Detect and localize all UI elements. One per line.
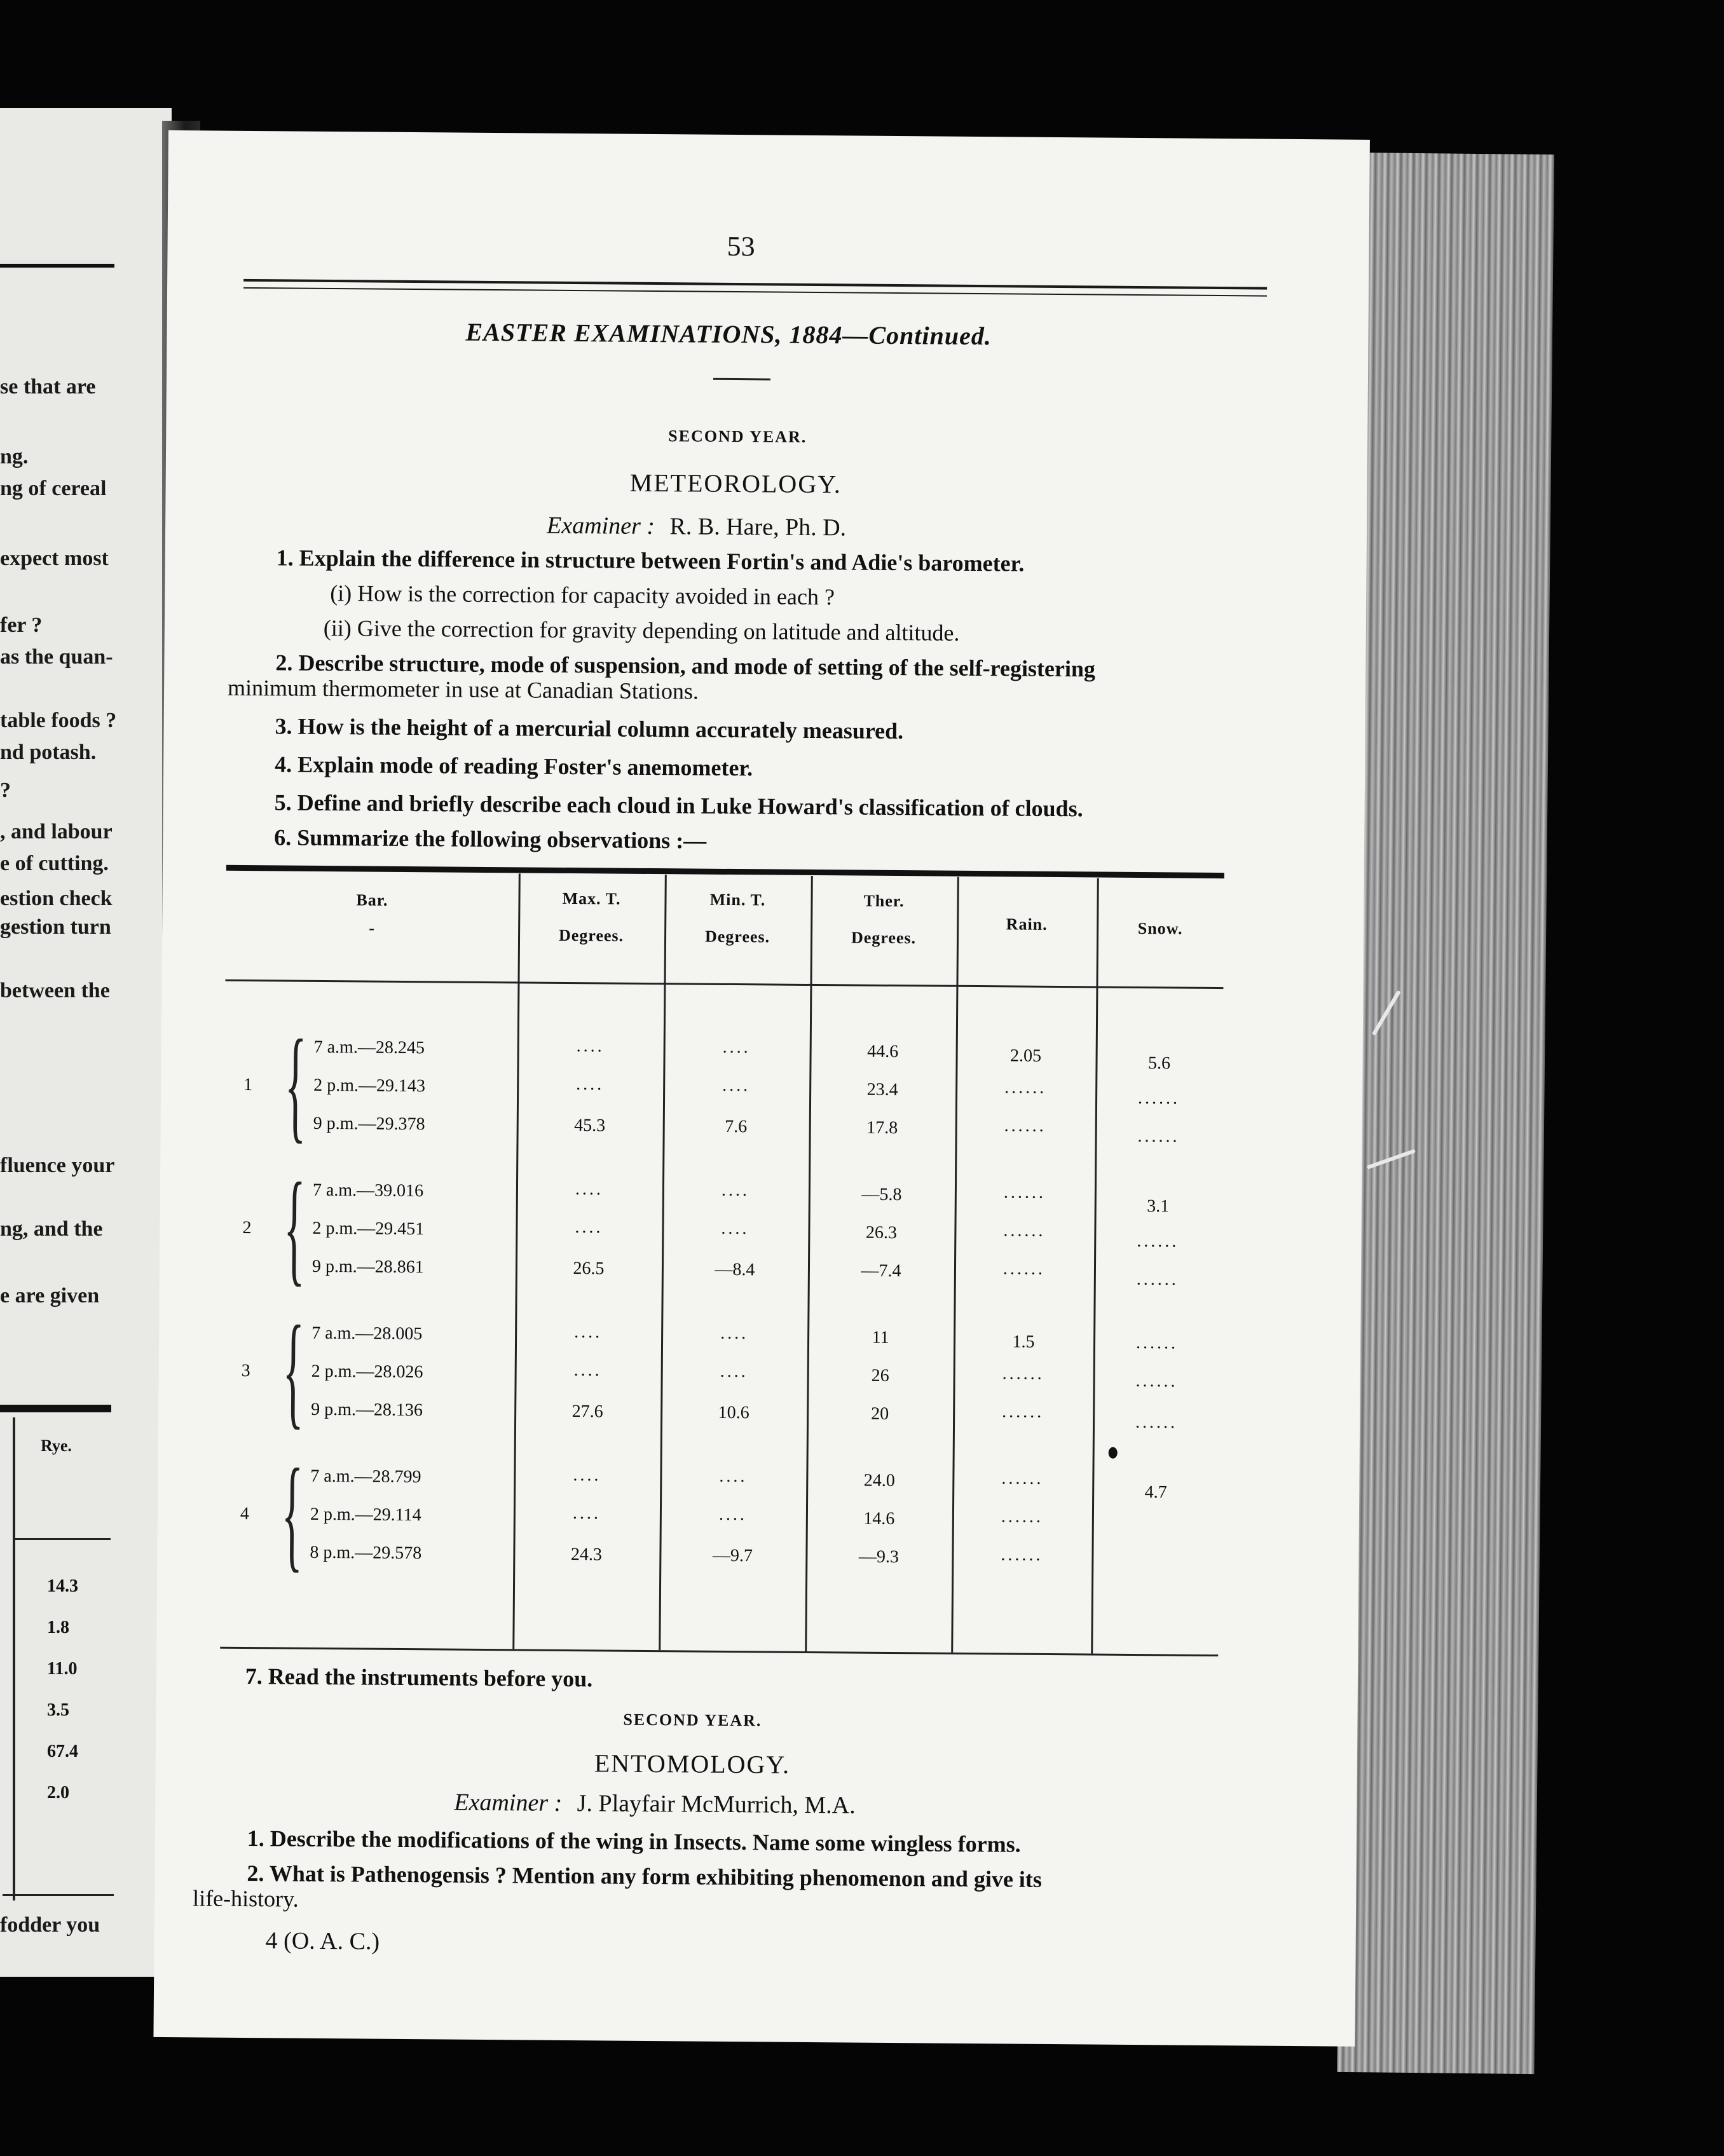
left-table-value: 14.3 xyxy=(47,1576,78,1596)
ther-cell: 11 xyxy=(872,1327,889,1348)
left-table-header: Rye. xyxy=(41,1436,72,1455)
snow-cell: 3.1 xyxy=(1147,1196,1170,1217)
ther-cell: 44.6 xyxy=(867,1041,899,1062)
question-2-cont: minimum thermometer in use at Canadian Stations. xyxy=(227,674,699,704)
bar-reading: 8 p.m.—29.578 xyxy=(310,1542,422,1564)
bar-reading: 7 a.m.—28.245 xyxy=(313,1037,425,1058)
ther-cell: —7.4 xyxy=(861,1260,901,1281)
group-number: 4 xyxy=(240,1503,250,1524)
max-t-cell: 26.5 xyxy=(573,1259,605,1279)
left-table-value: 2.0 xyxy=(47,1783,69,1803)
left-page-fragment: ng of cereal xyxy=(0,477,107,500)
min-t-cell: —9.7 xyxy=(712,1545,753,1566)
left-page-fragment: fer ? xyxy=(0,613,43,637)
group-number: 3 xyxy=(241,1360,250,1381)
edge-fiber xyxy=(1367,1149,1416,1170)
observations-table xyxy=(220,865,1224,1658)
header-bar-dash: - xyxy=(369,918,376,938)
header-min-t-label: Min. T. xyxy=(709,890,766,910)
min-t-cell: .... xyxy=(722,1037,751,1058)
header-rain: Rain. xyxy=(1006,915,1048,934)
rain-cell: ...... xyxy=(1001,1545,1043,1565)
max-t-cell: .... xyxy=(574,1322,603,1342)
left-table-bottom-rule xyxy=(3,1894,114,1896)
left-page-rule xyxy=(0,264,114,268)
left-page-fragment: table foods ? xyxy=(0,709,117,732)
header-min-t-degrees: Degrees. xyxy=(704,927,770,946)
snow-cell: ...... xyxy=(1135,1333,1179,1353)
question-1-i: (i) How is the correction for capacity avoided in each ? xyxy=(330,580,835,610)
left-table-header-rule xyxy=(15,1538,111,1540)
ther-cell: 17.8 xyxy=(866,1117,898,1138)
max-t-cell: 24.3 xyxy=(570,1545,603,1565)
rain-cell: 1.5 xyxy=(1012,1332,1035,1352)
left-page-fragment: e are given xyxy=(0,1284,100,1307)
snow-cell: ...... xyxy=(1137,1231,1179,1252)
header-bar-label: Bar. xyxy=(356,890,388,910)
question-3: 3. How is the height of a mercurial column accurately measured. xyxy=(275,713,904,744)
ther-cell: 24.0 xyxy=(863,1470,895,1491)
header-max-t-label: Max. T. xyxy=(562,889,621,908)
bar-reading: 2 p.m.—29.114 xyxy=(310,1504,421,1525)
header-ther-label: Ther. xyxy=(863,891,905,911)
max-t-cell: .... xyxy=(576,1036,605,1056)
group-brace: { xyxy=(284,1014,307,1155)
max-t-cell: .... xyxy=(576,1074,605,1095)
max-t-cell: .... xyxy=(575,1179,604,1199)
header-max-t-degrees: Degrees. xyxy=(558,925,624,945)
edge-fiber xyxy=(1372,990,1401,1036)
left-page-fragment: fodder you xyxy=(0,1913,100,1937)
max-t-cell: 27.6 xyxy=(571,1402,603,1422)
snow-cell: ...... xyxy=(1135,1412,1178,1433)
left-page-table xyxy=(13,1417,111,1900)
bar-reading: 7 a.m.—28.799 xyxy=(310,1466,421,1487)
left-page-fragment: estion check xyxy=(0,887,113,910)
heading-rule xyxy=(713,378,770,381)
left-page-fragment: e of cutting. xyxy=(0,852,109,875)
min-t-cell: .... xyxy=(721,1180,750,1201)
ther-cell: 14.6 xyxy=(863,1508,895,1529)
ther-cell: 26.3 xyxy=(865,1222,898,1243)
left-table-rule xyxy=(0,1405,111,1412)
main-page xyxy=(153,130,1370,2047)
page-block-edges xyxy=(1337,153,1554,2074)
left-page-fragment: fluence your xyxy=(0,1154,115,1177)
left-page-fragment: nd potash. xyxy=(0,740,97,764)
header-rule-thin xyxy=(243,287,1267,297)
rain-cell: ...... xyxy=(1001,1506,1044,1527)
rain-cell: ...... xyxy=(1004,1077,1047,1098)
table-header-rule xyxy=(225,979,1223,989)
group-number: 1 xyxy=(243,1074,253,1095)
bar-reading: 2 p.m.—29.451 xyxy=(312,1218,425,1239)
rain-cell: ...... xyxy=(1003,1220,1046,1241)
section-subhead: SECOND YEAR. xyxy=(623,1710,762,1730)
question-1: 1. Explain the difference in structure between Fortin's and Adie's barometer. xyxy=(276,545,1025,577)
header-min-t xyxy=(664,881,811,956)
rain-cell: 2.05 xyxy=(1009,1046,1042,1066)
examiner-label: Examiner : xyxy=(454,1789,563,1817)
examiner-label: Examiner : xyxy=(546,512,655,540)
left-table-value: 67.4 xyxy=(47,1742,78,1761)
snow-cell: 4.7 xyxy=(1144,1482,1167,1503)
ink-spot xyxy=(1109,1447,1118,1459)
table-bottom-rule xyxy=(220,1647,1218,1656)
question-5: 5. Define and briefly describe each cloud in Luke Howard's classification of clouds. xyxy=(274,789,1083,822)
snow-cell: ...... xyxy=(1135,1371,1178,1391)
bar-reading: 9 p.m.—29.378 xyxy=(313,1113,425,1135)
max-t-cell: .... xyxy=(573,1360,602,1381)
snow-cell: ...... xyxy=(1137,1126,1180,1147)
table-top-rule xyxy=(226,865,1224,878)
min-t-cell: 7.6 xyxy=(725,1116,748,1137)
min-t-cell: .... xyxy=(720,1323,749,1344)
header-snow: Snow. xyxy=(1137,919,1183,938)
section-title: METEOROLOGY. xyxy=(629,468,842,499)
ther-cell: 26 xyxy=(871,1365,889,1386)
rain-cell: ...... xyxy=(1002,1402,1044,1422)
ther-cell: —5.8 xyxy=(861,1184,902,1205)
min-t-cell: .... xyxy=(720,1361,748,1382)
left-page-fragment: ? xyxy=(0,779,11,802)
group-brace: { xyxy=(281,1443,304,1584)
ther-cell: 20 xyxy=(871,1403,889,1424)
left-page-fragment: gestion turn xyxy=(0,915,111,939)
left-table-value: 11.0 xyxy=(47,1659,78,1679)
bar-reading: 9 p.m.—28.136 xyxy=(311,1399,423,1421)
header-ther-degrees: Degrees. xyxy=(851,928,917,948)
rain-cell: ...... xyxy=(1004,1116,1046,1136)
rain-cell: ...... xyxy=(1003,1182,1046,1203)
examiner-line xyxy=(547,512,846,542)
bar-reading: 7 a.m.—39.016 xyxy=(312,1180,424,1201)
bar-reading: 9 p.m.—28.861 xyxy=(311,1256,424,1278)
left-facing-page xyxy=(0,108,172,1977)
section-subhead: SECOND YEAR. xyxy=(668,426,807,446)
max-t-cell: 45.3 xyxy=(574,1116,606,1136)
left-table-value: 1.8 xyxy=(47,1618,69,1637)
bar-reading: 2 p.m.—29.143 xyxy=(313,1075,426,1096)
section-title: ENTOMOLOGY. xyxy=(594,1749,791,1779)
page-number: 53 xyxy=(727,230,755,263)
rain-cell: ...... xyxy=(1001,1468,1044,1489)
ther-cell: 23.4 xyxy=(866,1079,898,1100)
max-t-cell: .... xyxy=(572,1503,601,1524)
header-ther xyxy=(811,882,957,957)
question-6: 6. Summarize the following observations :— xyxy=(274,824,707,854)
min-t-cell: 10.6 xyxy=(718,1402,749,1423)
left-page-fragment: , and labour xyxy=(0,820,113,843)
question-1-ii: (ii) Give the correction for gravity depending on latitude and altitude. xyxy=(323,615,960,646)
rain-cell: ...... xyxy=(1002,1259,1046,1279)
min-t-cell: .... xyxy=(721,1218,749,1239)
entomology-question-1: 1. Describe the modifications of the wing in Insects. Name some wingless forms. xyxy=(247,1825,1021,1857)
min-t-cell: .... xyxy=(719,1466,748,1487)
question-4: 4. Explain mode of reading Foster's anemometer. xyxy=(275,751,753,781)
header-max-t xyxy=(518,880,665,955)
left-page-fragment: se that are xyxy=(0,375,96,399)
header-bar xyxy=(226,881,519,939)
entomology-question-2: 2. What is Pathenogensis ? Mention any form exhibiting phenomenon and give its xyxy=(247,1860,1043,1892)
left-page-fragment: between the xyxy=(0,979,110,1002)
left-page-fragment: as the quan- xyxy=(0,645,113,669)
question-7: 7. Read the instruments before you. xyxy=(245,1663,593,1692)
min-t-cell: —8.4 xyxy=(715,1259,755,1280)
examiner-name: R. B. Hare, Ph. D. xyxy=(669,513,847,542)
min-t-cell: .... xyxy=(722,1075,751,1096)
group-brace: { xyxy=(282,1300,305,1441)
footer-code: 4 (O. A. C.) xyxy=(265,1927,380,1955)
examiner-line xyxy=(454,1789,856,1820)
question-2: 2. Describe structure, mode of suspension, and mode of setting of the self-registering xyxy=(275,650,1096,682)
snow-cell: ...... xyxy=(1137,1088,1180,1109)
snow-cell: ...... xyxy=(1136,1269,1179,1290)
bar-reading: 2 p.m.—28.026 xyxy=(311,1361,423,1382)
group-number: 2 xyxy=(242,1217,252,1238)
examiner-name: J. Playfair McMurrich, M.A. xyxy=(577,1790,856,1819)
ther-cell: —9.3 xyxy=(858,1546,900,1567)
entomology-question-2-cont: life-history. xyxy=(192,1885,299,1912)
rain-cell: ...... xyxy=(1002,1363,1044,1384)
left-table-value: 3.5 xyxy=(47,1700,69,1720)
min-t-cell: .... xyxy=(718,1504,748,1525)
max-t-cell: .... xyxy=(573,1465,601,1485)
left-page-fragment: ng. xyxy=(0,445,29,468)
group-brace: { xyxy=(283,1157,306,1298)
max-t-cell: .... xyxy=(575,1217,603,1238)
page-heading: EASTER EXAMINATIONS, 1884—Continued. xyxy=(465,317,992,351)
snow-cell: 5.6 xyxy=(1147,1053,1171,1074)
left-page-fragment: expect most xyxy=(0,547,109,570)
bar-reading: 7 a.m.—28.005 xyxy=(311,1323,423,1344)
left-page-fragment: ng, and the xyxy=(0,1217,103,1241)
